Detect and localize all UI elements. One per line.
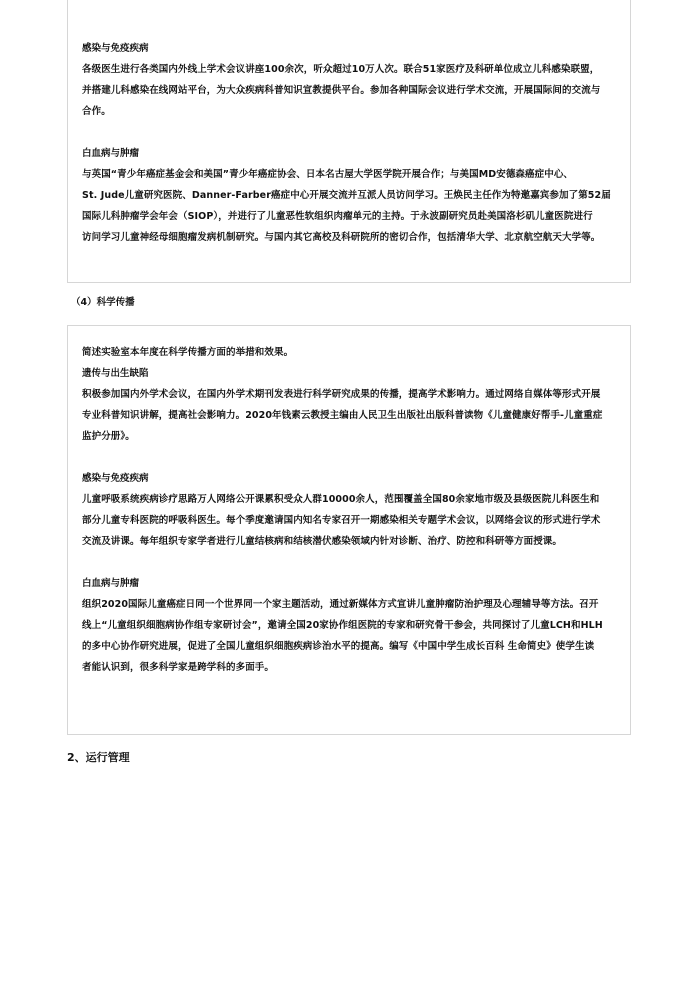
paragraph-line: 的多中心协作研究进展，促进了全国儿童组织细胞疾病诊治水平的提高。编写《中国中学生成长百科 生命简史》使学生读 <box>82 641 595 652</box>
science-communication-box <box>67 325 631 735</box>
paragraph-line: 者能认识到，很多科学家是跨学科的多面手。 <box>82 662 275 673</box>
paragraph-line: 与英国“青少年癌症基金会和美国”青少年癌症协会、日本名古屋大学医学院开展合作；与美国MD安德森癌症中心、 <box>82 169 574 180</box>
paragraph-line: 专业科普知识讲解，提高社会影响力。2020年钱素云教授主编由人民卫生出版社出版科普读物《儿童健康好帮手-儿童重症 <box>82 410 603 421</box>
block-heading: 白血病与肿瘤 <box>82 578 140 589</box>
paragraph-line: 访问学习儿童神经母细胞瘤发病机制研究。与国内其它高校及科研院所的密切合作，包括清华大学、北京航空航天大学等。 <box>82 232 601 243</box>
block-heading: 遗传与出生缺陷 <box>82 368 149 379</box>
paragraph-line: 各级医生进行各类国内外线上学术会议讲座100余次，听众超过10万人次。联合51家医疗及科研单位成立儿科感染联盟， <box>82 64 600 75</box>
block-paragraph <box>82 59 616 122</box>
paragraph-line: 儿童呼吸系统疾病诊疗思路万人网络公开课累积受众人群10000余人，范围覆盖全国80余家地市级及县级医院儿科医生和 <box>82 494 600 505</box>
block-genetics-birth-defects <box>82 363 616 447</box>
block-leukemia-tumor-cooperation <box>82 143 616 248</box>
block-heading: 白血病与肿瘤 <box>82 148 140 159</box>
block-heading: 感染与免疫疾病 <box>82 43 149 54</box>
paragraph-line: St. Jude儿童研究医院、Danner-Farber癌症中心开展交流并互派人员访问学习。王焕民主任作为特邀嘉宾参加了第52届 <box>82 190 611 201</box>
paragraph-line: 监护分册》。 <box>82 431 135 442</box>
block-heading: 感染与免疫疾病 <box>82 473 149 484</box>
paragraph-line: 部分儿童专科医院的呼吸科医生。每个季度邀请国内知名专家召开一期感染相关专题学术会议，以网络会议的形式进行学术 <box>82 515 601 526</box>
intro-text: 简述实验室本年度在科学传播方面的举措和效果。 <box>82 347 294 358</box>
paragraph-line: 积极参加国内外学术会议，在国内外学术期刊发表进行科学研究成果的传播，提高学术影响力。通过网络自媒体等形式开展 <box>82 389 601 400</box>
paragraph-line: 交流及讲课。每年组织专家学者进行儿童结核病和结核潜伏感染领域内针对诊断、治疗、防控和科研等方面授课。 <box>82 536 563 547</box>
paragraph-line: 组织2020国际儿童癌症日同一个世界同一个家主题活动，通过新媒体方式宣讲儿童肿瘤防治护理及心理辅导等方法。召开 <box>82 599 599 610</box>
block-leukemia-tumor <box>82 573 616 678</box>
section-label-science-communication: （4）科学传播 <box>71 297 135 308</box>
block-paragraph <box>82 489 616 552</box>
paragraph-line: 并搭建儿科感染在线网站平台，为大众疾病科普知识宣教提供平台。参加各种国际会议进行学术交流，开展国际间的交流与 <box>82 85 601 96</box>
paragraph-line: 国际儿科肿瘤学会年会（SIOP），并进行了儿童恶性软组织肉瘤单元的主持。于永波副研究员赴美国洛杉矶儿童医院进行 <box>82 211 593 222</box>
paragraph-line: 线上“儿童组织细胞病协作组专家研讨会”，邀请全国20家协作组医院的专家和研究骨干参会，共同探讨了儿童LCH和HLH <box>82 620 603 631</box>
paragraph-line: 合作。 <box>82 106 111 117</box>
section-title-operation-management: 2、运行管理 <box>67 751 130 764</box>
block-infection-immunity-cooperation <box>82 38 616 122</box>
block-infection-immunity <box>82 468 616 552</box>
block-paragraph <box>82 594 616 678</box>
block-paragraph <box>82 384 616 447</box>
top-content-box <box>67 0 631 283</box>
block-paragraph <box>82 164 616 248</box>
